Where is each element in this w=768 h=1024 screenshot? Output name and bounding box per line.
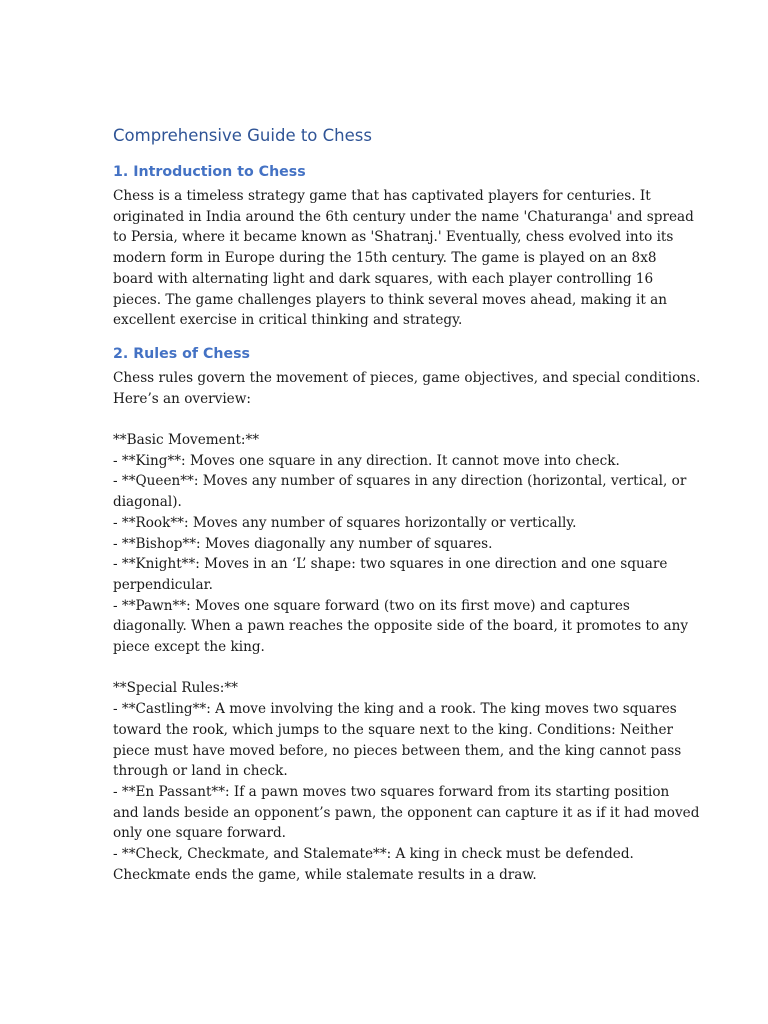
text-line: - **King**: Moves one square in any direction. It cannot move into check. bbox=[113, 452, 620, 469]
text-line: diagonally. When a pawn reaches the opposite side of the board, it promotes to any bbox=[113, 618, 689, 635]
text-line: originated in India around the 6th century under the name 'Chaturanga' and spread bbox=[113, 208, 694, 225]
text-line: diagonal). bbox=[113, 494, 182, 511]
text-line: - **Check, Checkmate, and Stalemate**: A king in check must be defended. bbox=[113, 846, 634, 863]
section-heading-rules: 2. Rules of Chess bbox=[113, 345, 250, 362]
text-line: Here’s an overview: bbox=[113, 390, 251, 407]
text-line: perpendicular. bbox=[113, 576, 213, 593]
section-heading-introduction: 1. Introduction to Chess bbox=[113, 164, 306, 180]
text-line: only one square forward. bbox=[113, 825, 286, 842]
text-line: board with alternating light and dark squares, with each player controlling 16 bbox=[113, 270, 654, 287]
text-line: toward the rook, which jumps to the square next to the king. Conditions: Neither bbox=[113, 721, 674, 738]
text-line: - **Rook**: Moves any number of squares horizontally or vertically. bbox=[113, 514, 577, 531]
text-line: excellent exercise in critical thinking and strategy. bbox=[113, 312, 463, 329]
text-line: piece must have moved before, no pieces between them, and the king cannot pass bbox=[113, 742, 682, 759]
text-line: - **Pawn**: Moves one square forward (two on its first move) and captures bbox=[113, 597, 630, 614]
text-line: Chess rules govern the movement of pieces, game objectives, and special conditions. bbox=[113, 369, 701, 386]
text-line: **Special Rules:** bbox=[113, 680, 238, 697]
text-line: - **Bishop**: Moves diagonally any number of squares. bbox=[113, 535, 493, 552]
text-line: and lands beside an opponent’s pawn, the opponent can capture it as if it had moved bbox=[113, 804, 700, 821]
text-line: through or land in check. bbox=[113, 763, 288, 780]
document-title: Comprehensive Guide to Chess bbox=[113, 126, 372, 145]
text-line: - **Queen**: Moves any number of squares in any direction (horizontal, vertical, or bbox=[113, 473, 687, 490]
rules-paragraph bbox=[113, 368, 701, 886]
text-line: to Persia, where it became known as 'Shatranj.' Eventually, chess evolved into its bbox=[113, 229, 674, 246]
text-line: - **Castling**: A move involving the king and a rook. The king moves two squares bbox=[113, 701, 677, 718]
blank-line bbox=[113, 409, 658, 430]
text-line: Chess is a timeless strategy game that has captivated players for centuries. It bbox=[113, 188, 651, 204]
blank-line bbox=[113, 658, 658, 679]
text-line: Checkmate ends the game, while stalemate results in a draw. bbox=[113, 866, 537, 883]
introduction-paragraph bbox=[113, 186, 694, 331]
text-line: pieces. The game challenges players to think several moves ahead, making it an bbox=[113, 291, 667, 308]
text-line: **Basic Movement:** bbox=[113, 432, 260, 449]
text-line: piece except the king. bbox=[113, 639, 265, 656]
document-body bbox=[113, 124, 701, 885]
text-line: - **Knight**: Moves in an ‘L’ shape: two squares in one direction and one square bbox=[113, 556, 668, 573]
text-line: modern form in Europe during the 15th century. The game is played on an 8x8 bbox=[113, 250, 657, 267]
text-line: - **En Passant**: If a pawn moves two squares forward from its starting position bbox=[113, 783, 670, 800]
